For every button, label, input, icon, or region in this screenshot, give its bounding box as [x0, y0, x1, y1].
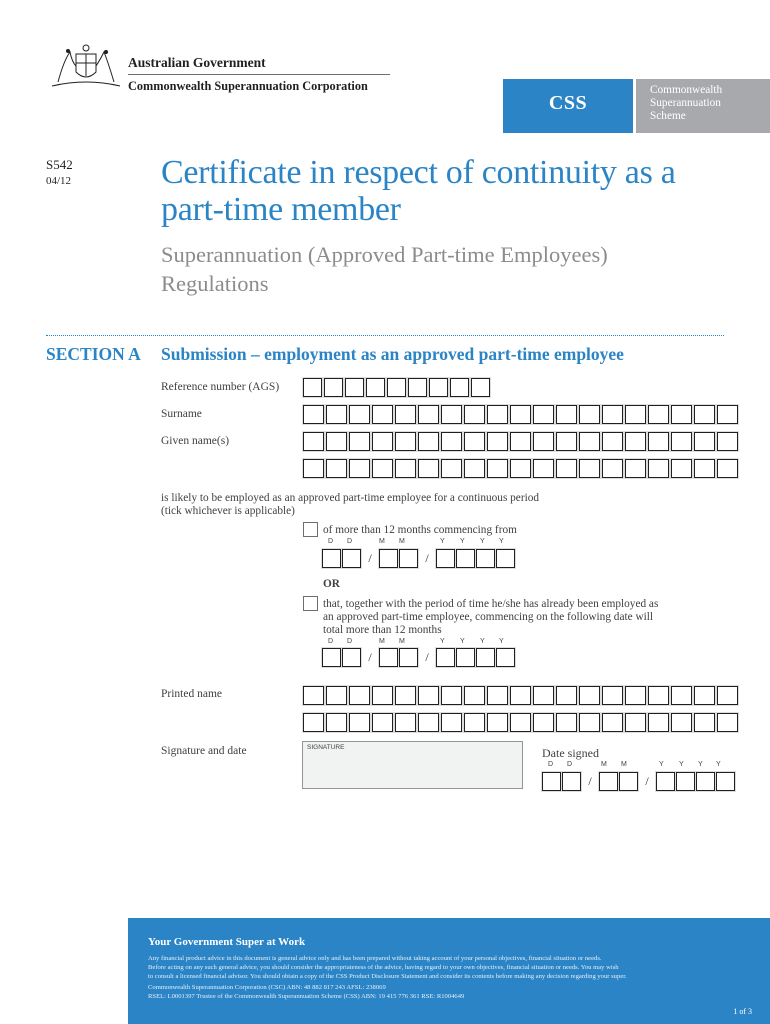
date-letter-y: Y	[499, 538, 504, 545]
character-box[interactable]	[418, 459, 439, 478]
character-box[interactable]	[441, 713, 462, 732]
scheme-name-line-1: Commonwealth	[650, 84, 723, 96]
date-letter-d: D	[328, 638, 334, 645]
character-box[interactable]	[303, 432, 324, 451]
date-letter-y: Y	[460, 538, 465, 545]
form-code: S542	[46, 157, 73, 172]
character-box[interactable]	[366, 378, 385, 397]
character-box[interactable]	[625, 432, 646, 451]
date-letter-d: D	[347, 538, 353, 545]
intro-text-line-2: (tick whichever is applicable)	[161, 505, 295, 517]
character-box[interactable]	[395, 686, 416, 705]
css-abbrev: CSS	[548, 92, 588, 114]
date-letter-m: M	[379, 538, 385, 545]
character-box[interactable]	[345, 378, 364, 397]
character-box[interactable]	[471, 378, 490, 397]
character-box[interactable]	[372, 432, 393, 451]
character-box[interactable]	[556, 405, 577, 424]
or-label: OR	[323, 578, 340, 590]
character-box[interactable]	[496, 549, 515, 568]
character-box[interactable]	[556, 459, 577, 478]
date-signed-letters	[543, 761, 733, 770]
date-signed-field[interactable]	[541, 771, 736, 792]
character-box[interactable]	[694, 405, 715, 424]
date-letter-y: Y	[460, 638, 465, 645]
character-box[interactable]	[379, 549, 398, 568]
character-box[interactable]	[326, 686, 347, 705]
date-letter-y: Y	[659, 761, 664, 768]
character-box[interactable]	[579, 713, 600, 732]
given-names-label: Given name(s)	[161, 435, 230, 447]
printed-name-field-line-1[interactable]	[302, 685, 739, 706]
date-separator: /	[368, 551, 372, 565]
character-box[interactable]	[487, 432, 508, 451]
date-separator: /	[645, 774, 649, 788]
printed-name-label: Printed name	[161, 688, 222, 700]
character-box[interactable]	[533, 686, 554, 705]
footer-disclaimer-line-2: Before acting on any such general advice, you should consider the appropriateness of the advice, having regard to your own objectives, financial situation or needs. You may wish	[148, 964, 619, 971]
character-box[interactable]	[476, 648, 495, 667]
reference-number-field[interactable]	[302, 377, 491, 398]
option-1-text: of more than 12 months commencing from	[323, 524, 517, 536]
character-box[interactable]	[671, 432, 692, 451]
date-letter-y: Y	[440, 538, 445, 545]
character-box[interactable]	[533, 713, 554, 732]
character-box[interactable]	[418, 432, 439, 451]
surname-field[interactable]	[302, 404, 739, 425]
character-box[interactable]	[625, 686, 646, 705]
header-divider	[128, 74, 390, 75]
character-box[interactable]	[399, 648, 418, 667]
character-box[interactable]	[556, 432, 577, 451]
character-box[interactable]	[349, 405, 370, 424]
character-box[interactable]	[303, 459, 324, 478]
date-letter-d: D	[328, 538, 334, 545]
character-box[interactable]	[418, 405, 439, 424]
character-box[interactable]	[510, 405, 531, 424]
character-box[interactable]	[694, 713, 715, 732]
character-box[interactable]	[717, 686, 738, 705]
character-box[interactable]	[602, 686, 623, 705]
character-box[interactable]	[717, 459, 738, 478]
character-box[interactable]	[436, 549, 455, 568]
character-box[interactable]	[648, 686, 669, 705]
character-box[interactable]	[556, 686, 577, 705]
date-separator: /	[368, 650, 372, 664]
character-box[interactable]	[324, 378, 343, 397]
character-box[interactable]	[599, 772, 618, 791]
signature-date-label: Signature and date	[161, 745, 247, 757]
character-box[interactable]	[372, 686, 393, 705]
page-number: 1 of 3	[733, 1007, 752, 1016]
character-box[interactable]	[579, 405, 600, 424]
date-letter-m: M	[399, 538, 405, 545]
character-box[interactable]	[625, 405, 646, 424]
character-box[interactable]	[717, 713, 738, 732]
character-box[interactable]	[441, 432, 462, 451]
coat-of-arms-logo	[46, 42, 126, 94]
intro-text-line-1: is likely to be employed as an approved part-time employee for a continuous period	[161, 492, 540, 504]
character-box[interactable]	[542, 772, 561, 791]
date-signed-label: Date signed	[542, 746, 599, 760]
character-box[interactable]	[441, 405, 462, 424]
character-box[interactable]	[322, 549, 341, 568]
character-box[interactable]	[395, 459, 416, 478]
option-1-date-letters	[323, 538, 513, 547]
character-box[interactable]	[717, 405, 738, 424]
character-box[interactable]	[487, 459, 508, 478]
character-box[interactable]	[671, 686, 692, 705]
option-2-checkbox[interactable]	[303, 596, 318, 611]
character-box[interactable]	[395, 432, 416, 451]
character-box[interactable]	[464, 686, 485, 705]
css-logo-box	[503, 79, 633, 133]
date-letter-y: Y	[480, 638, 485, 645]
date-separator: /	[588, 774, 592, 788]
given-names-field-line-2[interactable]	[302, 458, 739, 479]
date-letter-y: Y	[499, 638, 504, 645]
character-box[interactable]	[562, 772, 581, 791]
character-box[interactable]	[326, 459, 347, 478]
footer-banner	[128, 918, 770, 1024]
character-box[interactable]	[476, 549, 495, 568]
character-box[interactable]	[395, 405, 416, 424]
footer-rse-line: RSEL: L0001397 Trustee of the Commonwealth Superannuation Scheme (CSS) ABN: 19 415 776 361 RSE: R1004649	[148, 993, 465, 1000]
footer-corporate-info	[148, 983, 748, 1001]
character-box[interactable]	[326, 405, 347, 424]
character-box[interactable]	[602, 405, 623, 424]
corporation-name: Commonwealth Superannuation Corporation	[128, 79, 368, 93]
signature-box-label: SIGNATURE	[307, 744, 345, 751]
date-letter-d: D	[347, 638, 353, 645]
character-box[interactable]	[696, 772, 715, 791]
character-box[interactable]	[441, 686, 462, 705]
date-separator: /	[425, 551, 429, 565]
character-box[interactable]	[450, 378, 469, 397]
character-box[interactable]	[619, 772, 638, 791]
character-box[interactable]	[349, 459, 370, 478]
character-box[interactable]	[579, 432, 600, 451]
character-box[interactable]	[656, 772, 675, 791]
character-box[interactable]	[648, 405, 669, 424]
character-box[interactable]	[303, 378, 322, 397]
character-box[interactable]	[342, 648, 361, 667]
character-box[interactable]	[671, 713, 692, 732]
scheme-name-line-3: Scheme	[650, 110, 686, 122]
character-box[interactable]	[372, 405, 393, 424]
character-box[interactable]	[510, 459, 531, 478]
character-box[interactable]	[487, 686, 508, 705]
footer-corp-line: Commonwealth Superannuation Corporation (CSC) ABN: 48 882 817 243 AFSL: 238069	[148, 984, 386, 991]
character-box[interactable]	[716, 772, 735, 791]
character-box[interactable]	[395, 713, 416, 732]
character-box[interactable]	[694, 459, 715, 478]
option-1-date-field[interactable]	[321, 548, 516, 569]
character-box[interactable]	[648, 459, 669, 478]
character-box[interactable]	[579, 686, 600, 705]
reference-number-label: Reference number (AGS)	[161, 381, 280, 393]
character-box[interactable]	[676, 772, 695, 791]
section-label: SECTION A	[46, 344, 141, 364]
character-box[interactable]	[602, 713, 623, 732]
character-box[interactable]	[602, 459, 623, 478]
character-box[interactable]	[303, 405, 324, 424]
date-letter-d: D	[567, 761, 573, 768]
character-box[interactable]	[625, 459, 646, 478]
character-box[interactable]	[408, 378, 427, 397]
date-letter-y: Y	[716, 761, 721, 768]
character-box[interactable]	[694, 686, 715, 705]
character-box[interactable]	[510, 713, 531, 732]
character-box[interactable]	[694, 432, 715, 451]
character-box[interactable]	[326, 432, 347, 451]
character-box[interactable]	[464, 459, 485, 478]
character-box[interactable]	[303, 713, 324, 732]
character-box[interactable]	[464, 405, 485, 424]
character-box[interactable]	[717, 432, 738, 451]
character-box[interactable]	[379, 648, 398, 667]
character-box[interactable]	[387, 378, 406, 397]
footer-disclaimer-line-3: to consult a licensed financial advisor. You should obtain a copy of the CSS Product Disclosure Statement and consider its contents before making any decision regarding your super.	[148, 973, 627, 980]
date-separator: /	[425, 650, 429, 664]
surname-label: Surname	[161, 408, 202, 420]
character-box[interactable]	[418, 686, 439, 705]
option-2-date-field[interactable]	[321, 647, 516, 668]
date-letter-y: Y	[679, 761, 684, 768]
footer-disclaimer	[148, 954, 748, 981]
character-box[interactable]	[418, 713, 439, 732]
date-letter-y: Y	[480, 538, 485, 545]
character-box[interactable]	[671, 405, 692, 424]
form-date: 04/12	[46, 175, 72, 187]
character-box[interactable]	[533, 432, 554, 451]
character-box[interactable]	[322, 648, 341, 667]
character-box[interactable]	[349, 713, 370, 732]
character-box[interactable]	[456, 648, 475, 667]
character-box[interactable]	[441, 459, 462, 478]
scheme-name-line-2: Superannuation	[650, 97, 721, 109]
character-box[interactable]	[349, 686, 370, 705]
character-box[interactable]	[579, 459, 600, 478]
page-title: Certificate in respect of continuity as a part-time member	[161, 154, 676, 228]
given-names-field-line-1[interactable]	[302, 431, 739, 452]
character-box[interactable]	[464, 713, 485, 732]
date-letter-y: Y	[440, 638, 445, 645]
character-box[interactable]	[436, 648, 455, 667]
option-1-checkbox[interactable]	[303, 522, 318, 537]
option-2-text-line-1: that, together with the period of time he/she has already been employed as	[323, 598, 659, 610]
character-box[interactable]	[464, 432, 485, 451]
footer-disclaimer-line-1: Any financial product advice in this document is general advice only and has been prepared without taking account of your personal objectives, financial situation or needs.	[148, 955, 602, 962]
character-box[interactable]	[510, 686, 531, 705]
government-title: Australian Government	[128, 55, 266, 70]
character-box[interactable]	[533, 405, 554, 424]
date-letter-m: M	[621, 761, 627, 768]
character-box[interactable]	[533, 459, 554, 478]
character-box[interactable]	[326, 713, 347, 732]
date-letter-m: M	[601, 761, 607, 768]
character-box[interactable]	[349, 432, 370, 451]
date-letter-m: M	[399, 638, 405, 645]
character-box[interactable]	[496, 648, 515, 667]
character-box[interactable]	[429, 378, 448, 397]
date-letter-y: Y	[698, 761, 703, 768]
character-box[interactable]	[602, 432, 623, 451]
character-box[interactable]	[303, 686, 324, 705]
character-box[interactable]	[671, 459, 692, 478]
character-box[interactable]	[487, 713, 508, 732]
scheme-name-box	[636, 79, 770, 133]
section-title: Submission – employment as an approved part-time employee	[161, 344, 624, 364]
option-2-text-line-2: an approved part-time employee, commencing on the following date will	[323, 611, 654, 623]
character-box[interactable]	[510, 432, 531, 451]
option-2-text-line-3: total more than 12 months	[323, 624, 442, 636]
footer-title: Your Government Super at Work	[148, 936, 306, 948]
character-box[interactable]	[456, 549, 475, 568]
date-letter-m: M	[379, 638, 385, 645]
character-box[interactable]	[399, 549, 418, 568]
character-box[interactable]	[625, 713, 646, 732]
signature-field[interactable]	[302, 741, 523, 789]
section-divider	[46, 335, 724, 336]
character-box[interactable]	[372, 713, 393, 732]
page-subtitle: Superannuation (Approved Part-time Employees) Regulations	[161, 242, 608, 296]
character-box[interactable]	[648, 713, 669, 732]
printed-name-field-line-2[interactable]	[302, 712, 739, 733]
character-box[interactable]	[372, 459, 393, 478]
character-box[interactable]	[342, 549, 361, 568]
character-box[interactable]	[487, 405, 508, 424]
date-letter-d: D	[548, 761, 554, 768]
option-2-date-letters	[323, 638, 513, 647]
character-box[interactable]	[556, 713, 577, 732]
character-box[interactable]	[648, 432, 669, 451]
